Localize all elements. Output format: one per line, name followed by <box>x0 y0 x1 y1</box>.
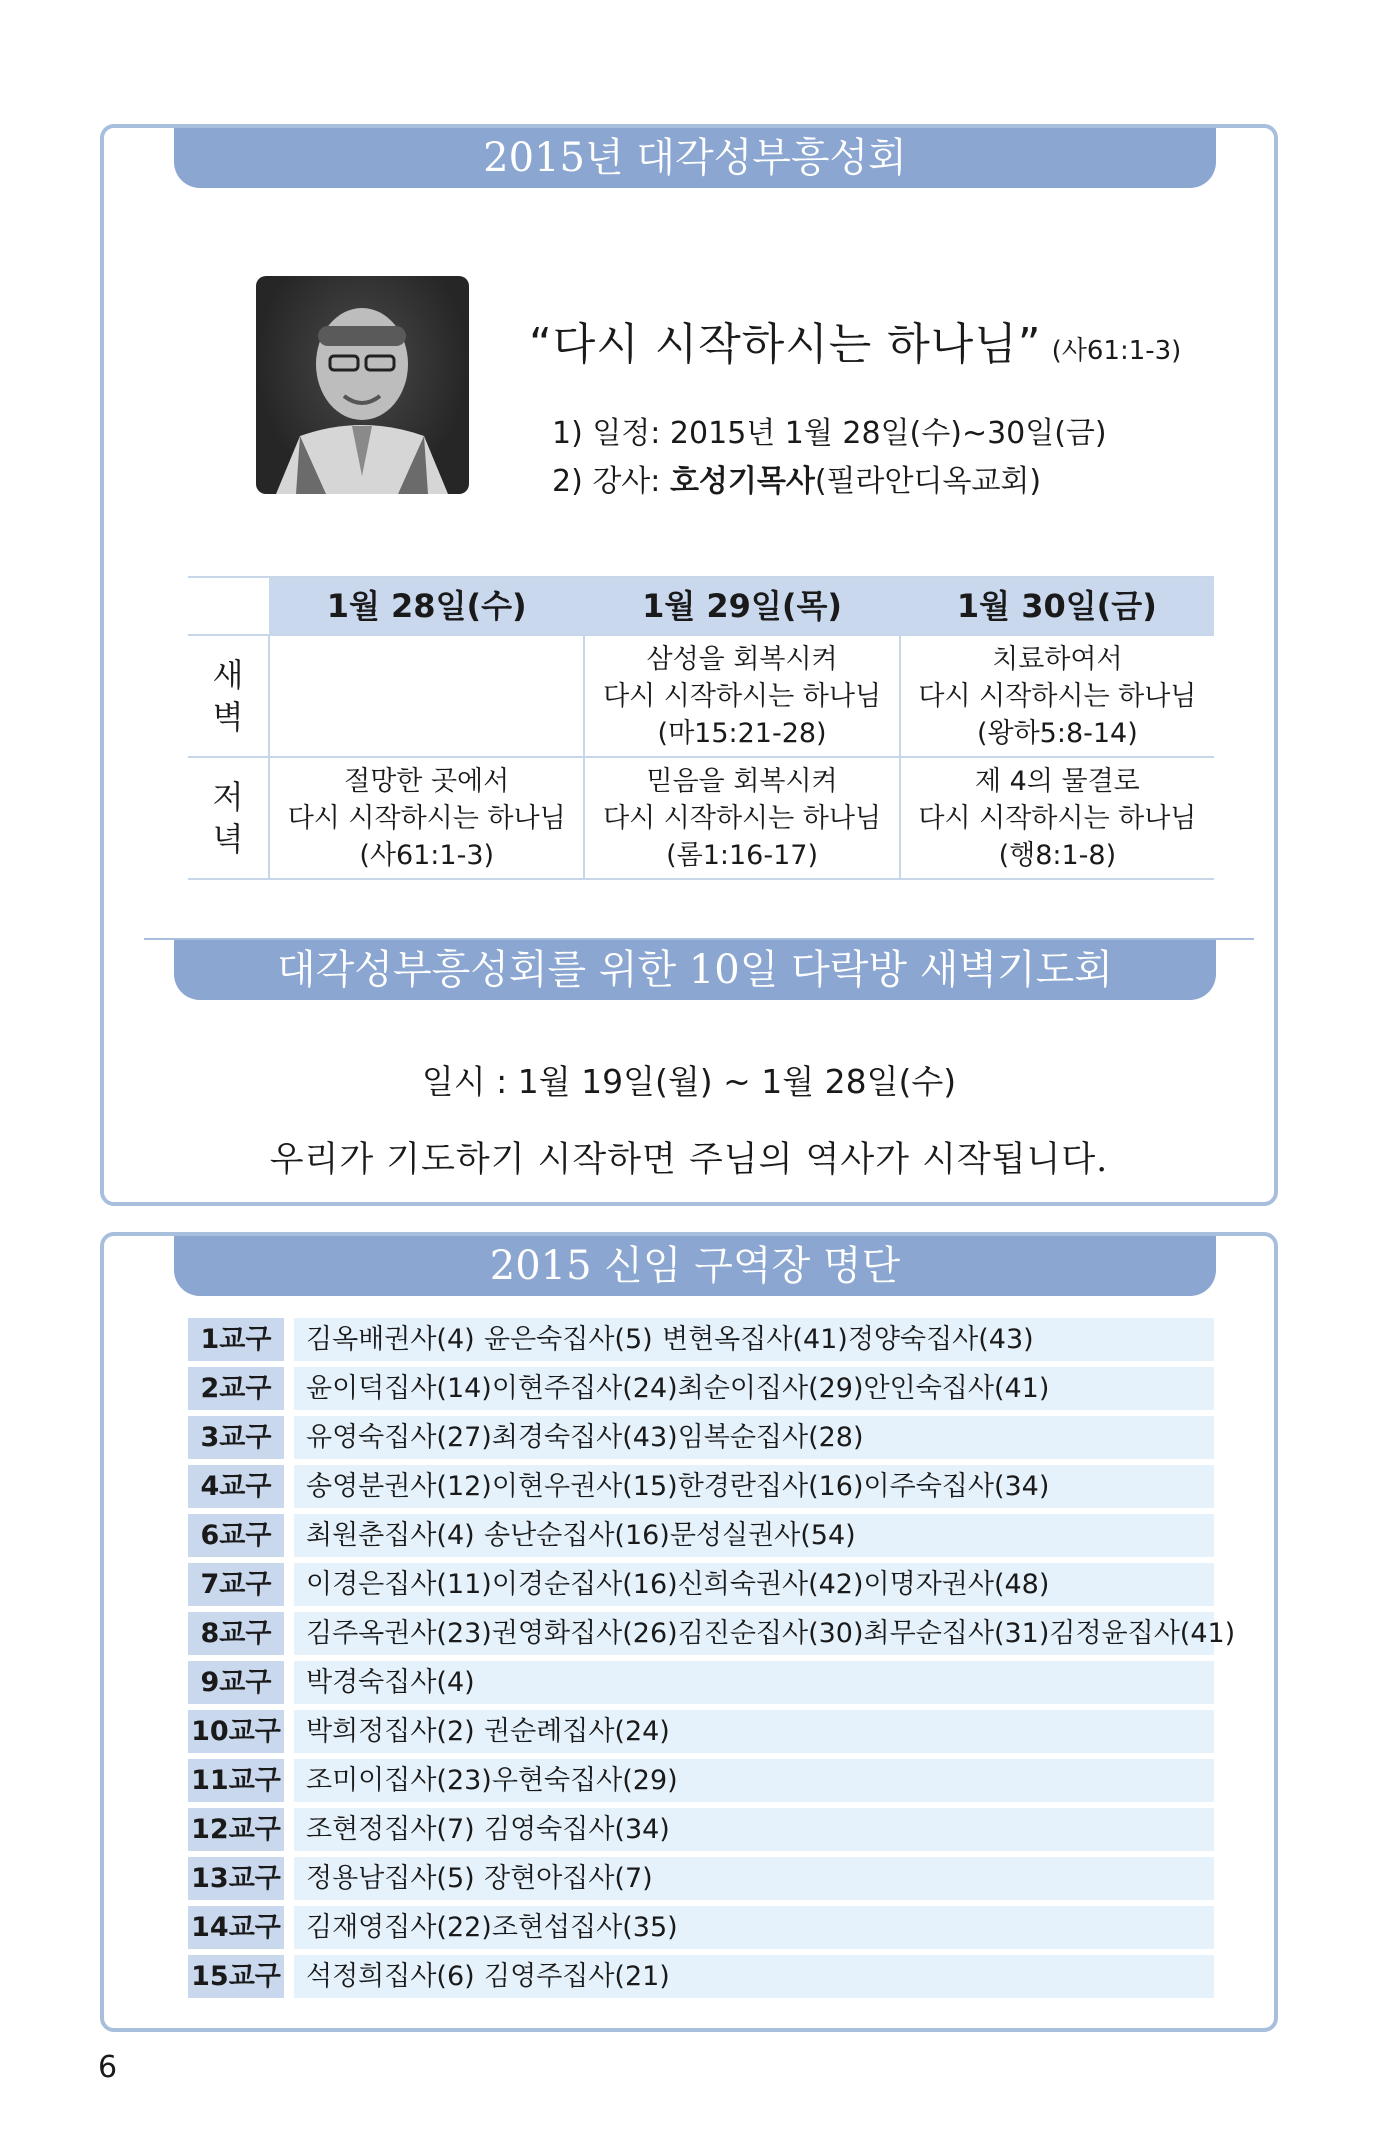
leader-name: 우현숙집사(29) <box>491 1765 678 1796</box>
leader-name: 최경숙집사(43) <box>491 1422 678 1453</box>
leader-name: 송난순집사(16) <box>484 1520 670 1551</box>
schedule-header-row <box>188 577 1214 635</box>
leader-name: 윤이덕집사(14) <box>306 1373 492 1404</box>
district-label: 14교구 <box>188 1906 284 1949</box>
leader-names <box>294 1612 1236 1655</box>
schedule-line: 1) 일정: 2015년 1월 28일(수)~30일(금) <box>552 416 1107 451</box>
leader-row <box>188 1612 1236 1655</box>
leader-name: 이경순집사(16) <box>491 1569 678 1600</box>
leader-name: 권영화집사(26) <box>491 1618 678 1649</box>
leader-row <box>188 1857 1214 1900</box>
district-label: 8교구 <box>188 1612 284 1655</box>
leader-name: 김영주집사(21) <box>484 1961 670 1992</box>
leader-row <box>188 1710 1214 1753</box>
speaker-church: (필라안디옥교회) <box>814 464 1042 499</box>
leader-names <box>294 1955 1214 1998</box>
leader-name: 유영숙집사(27) <box>306 1422 492 1453</box>
leader-name: 장현아집사(7) <box>484 1863 653 1894</box>
district-label: 10교구 <box>188 1710 284 1753</box>
leader-names <box>294 1857 1214 1900</box>
leader-row <box>188 1514 1214 1557</box>
district-label: 7교구 <box>188 1563 284 1606</box>
schedule-cell: 치료하여서 다시 시작하시는 하나님 (왕하5:8-14) <box>900 635 1214 757</box>
page-number: 6 <box>98 2050 118 2085</box>
district-label: 2교구 <box>188 1367 284 1410</box>
sermon-title <box>529 308 1181 372</box>
leader-names <box>294 1416 1214 1459</box>
leader-names <box>294 1661 1214 1704</box>
leader-name: 김옥배권사(4) <box>306 1324 475 1355</box>
leader-name: 안인숙집사(41) <box>863 1373 1050 1404</box>
district-label: 12교구 <box>188 1808 284 1851</box>
schedule-cell: 믿음을 회복시켜 다시 시작하시는 하나님 (롬1:16-17) <box>584 757 899 879</box>
leader-name: 임복순집사(28) <box>677 1422 864 1453</box>
revival-banner: 2015년 대각성부흥성회 <box>174 128 1216 188</box>
leaders-banner: 2015 신임 구역장 명단 <box>174 1236 1216 1296</box>
leader-name: 권순례집사(24) <box>484 1716 670 1747</box>
revival-schedule-table <box>188 576 1214 880</box>
schedule-day-header: 1월 28일(수) <box>269 577 584 635</box>
speaker-portrait-image <box>256 276 469 494</box>
leader-name: 최원춘집사(4) <box>306 1520 475 1551</box>
leader-name: 이경은집사(11) <box>306 1569 492 1600</box>
leader-names <box>294 1808 1214 1851</box>
leader-name: 정용남집사(5) <box>306 1863 475 1894</box>
schedule-row-evening <box>188 757 1214 879</box>
leader-row <box>188 1465 1214 1508</box>
leader-name: 신희숙권사(42) <box>677 1569 864 1600</box>
leader-name: 조현정집사(7) <box>306 1814 475 1845</box>
schedule-day-header: 1월 30일(금) <box>900 577 1214 635</box>
district-label: 11교구 <box>188 1759 284 1802</box>
leader-name: 박희정집사(2) <box>306 1716 475 1747</box>
sermon-reference: (사61:1-3) <box>1051 336 1182 366</box>
leader-name: 송영분권사(12) <box>306 1471 492 1502</box>
district-label: 15교구 <box>188 1955 284 1998</box>
leader-name: 조미이집사(23) <box>306 1765 492 1796</box>
revival-section <box>100 124 1278 1206</box>
district-label: 13교구 <box>188 1857 284 1900</box>
leader-names <box>294 1906 1214 1949</box>
schedule-day-header: 1월 29일(목) <box>584 577 899 635</box>
speaker-line <box>552 456 1041 500</box>
leader-name: 조현섭집사(35) <box>491 1912 678 1943</box>
district-label: 9교구 <box>188 1661 284 1704</box>
leader-name: 한경란집사(16) <box>677 1471 864 1502</box>
leader-row <box>188 1563 1214 1606</box>
schedule-cell <box>269 635 584 757</box>
speaker-photo <box>256 276 469 494</box>
sermon-title-text: “다시 시작하시는 하나님” <box>529 319 1042 370</box>
leader-name: 김영숙집사(34) <box>484 1814 670 1845</box>
leaders-list <box>188 1318 1236 2004</box>
leader-names <box>294 1465 1214 1508</box>
leader-name: 김진순집사(30) <box>677 1618 864 1649</box>
leader-name: 김주옥권사(23) <box>306 1618 492 1649</box>
district-label: 4교구 <box>188 1465 284 1508</box>
leader-row <box>188 1318 1214 1361</box>
leader-name: 윤은숙집사(5) <box>484 1324 653 1355</box>
leader-name: 김재영집사(22) <box>306 1912 492 1943</box>
prayer-meeting-banner: 대각성부흥성회를 위한 10일 다락방 새벽기도회 <box>174 940 1216 1000</box>
leader-name: 정양숙집사(43) <box>847 1324 1034 1355</box>
leader-row <box>188 1367 1214 1410</box>
speaker-prefix: 2) 강사: <box>552 464 670 499</box>
leader-names <box>294 1514 1214 1557</box>
leader-name: 김정윤집사(41) <box>1049 1618 1236 1649</box>
district-label: 1교구 <box>188 1318 284 1361</box>
leader-row <box>188 1906 1214 1949</box>
schedule-cell: 삼성을 회복시켜 다시 시작하시는 하나님 (마15:21-28) <box>584 635 899 757</box>
leader-row <box>188 1416 1214 1459</box>
leaders-section <box>100 1232 1278 2032</box>
leader-names <box>294 1563 1214 1606</box>
leader-names <box>294 1367 1214 1410</box>
schedule-row-label: 저 녁 <box>188 757 269 879</box>
leader-name: 최무순집사(31) <box>863 1618 1050 1649</box>
leader-row <box>188 1955 1214 1998</box>
leader-name: 최순이집사(29) <box>677 1373 864 1404</box>
schedule-cell: 제 4의 물결로 다시 시작하시는 하나님 (행8:1-8) <box>900 757 1214 879</box>
prayer-meeting-period: 일시 : 1월 19일(월) ~ 1월 28일(수) <box>421 1062 957 1101</box>
leader-name: 이명자권사(48) <box>863 1569 1050 1600</box>
leader-name: 문성실권사(54) <box>669 1520 856 1551</box>
leader-name: 박경숙집사(4) <box>306 1667 475 1698</box>
leader-row <box>188 1808 1214 1851</box>
prayer-slogan: 우리가 기도하기 시작하면 주님의 역사가 시작됩니다. <box>269 1140 1109 1180</box>
leader-name: 이주숙집사(34) <box>863 1471 1050 1502</box>
district-label: 3교구 <box>188 1416 284 1459</box>
leader-name: 석정희집사(6) <box>306 1961 475 1992</box>
leader-row <box>188 1661 1214 1704</box>
leader-name: 변현옥집사(41) <box>662 1324 848 1355</box>
schedule-corner-cell <box>188 577 269 635</box>
leader-names <box>294 1759 1214 1802</box>
leader-name: 이현주집사(24) <box>491 1373 678 1404</box>
schedule-row-dawn <box>188 635 1214 757</box>
leader-names <box>294 1318 1214 1361</box>
schedule-row-label: 새 벽 <box>188 635 269 757</box>
schedule-cell: 절망한 곳에서 다시 시작하시는 하나님 (사61:1-3) <box>269 757 584 879</box>
leader-row <box>188 1759 1214 1802</box>
leader-names <box>294 1710 1214 1753</box>
district-label: 6교구 <box>188 1514 284 1557</box>
leader-name: 이현우권사(15) <box>491 1471 678 1502</box>
speaker-name: 호성기목사 <box>669 464 815 499</box>
